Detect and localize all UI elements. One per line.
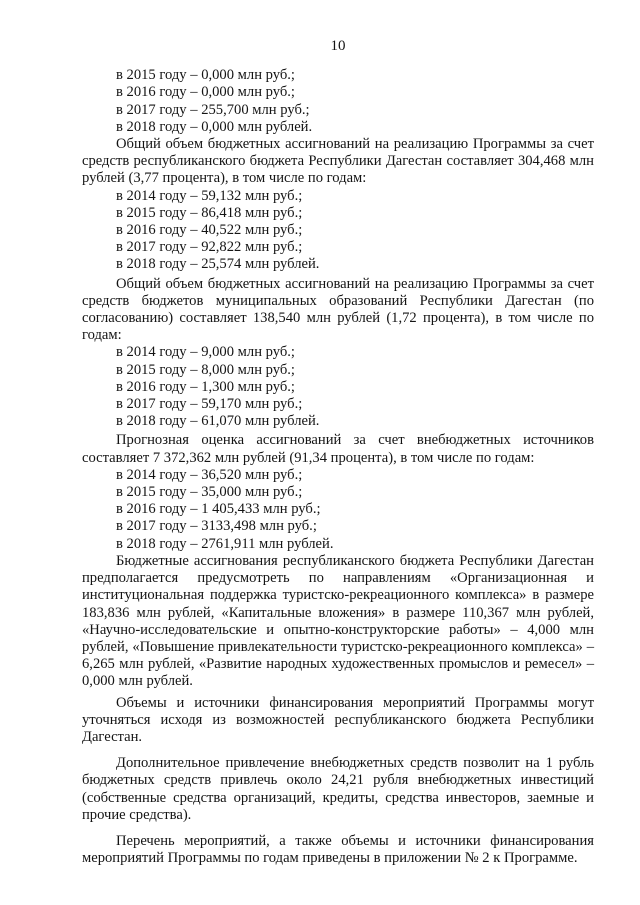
paragraph-refinement: Объемы и источники финансирования мероприятий Программы могут уточняться исходя из возможностей республиканского бюджета Республики Дагестан. xyxy=(82,694,594,745)
paragraph-directions: Бюджетные ассигнования республиканского бюджета Республики Дагестан предполагается предусмотреть по направлениям «Организационная и институциональная поддержка туристско-рекреационного комплекса» в размере 183,836 млн рублей, «Капитальные вложения» в размере 110,367 млн рублей, «Научно-исследовательские и опытно-конструкторские работы» – 4,000 млн рублей, «Повышение привлекательности туристско-рекреационного комплекса» – 6,265 млн рублей, «Развитие народных художественных промыслов и ремесел» – 0,000 млн рублей. xyxy=(82,552,594,690)
year-line: в 2016 году – 40,522 млн руб.; xyxy=(116,222,303,239)
year-list-1 xyxy=(82,67,594,136)
year-line: в 2017 году – 59,170 млн руб.; xyxy=(116,396,303,413)
year-list-3 xyxy=(82,344,594,430)
paragraph-additional-funds: Дополнительное привлечение внебюджетных средств позволит на 1 рубль бюджетных средств привлечь около 24,21 рубля внебюджетных инвестиций (собственные средства организаций, кредиты, средства инвесторов, заемные и прочие средства). xyxy=(82,755,594,823)
year-line: в 2018 году – 25,574 млн рублей. xyxy=(116,256,320,273)
year-line: в 2016 году – 0,000 млн руб.; xyxy=(116,84,295,101)
year-line: в 2014 году – 9,000 млн руб.; xyxy=(116,344,295,361)
year-list-2 xyxy=(82,188,594,274)
year-line: в 2016 году – 1 405,433 млн руб.; xyxy=(116,501,321,518)
year-list-4 xyxy=(82,467,594,553)
year-line: в 2017 году – 255,700 млн руб.; xyxy=(116,101,310,118)
year-line: в 2014 году – 36,520 млн руб.; xyxy=(116,466,303,483)
year-line: в 2015 году – 86,418 млн руб.; xyxy=(116,204,303,221)
year-line: в 2016 году – 1,300 млн руб.; xyxy=(116,378,295,395)
year-line: в 2015 году – 0,000 млн руб.; xyxy=(116,67,295,84)
paragraph-extrabudgetary: Прогнозная оценка ассигнований за счет внебюджетных источников составляет 7 372,362 млн рублей (91,34 процента), в том числе по годам: xyxy=(82,432,594,466)
year-line: в 2017 году – 92,822 млн руб.; xyxy=(116,239,303,256)
year-line: в 2018 году – 2761,911 млн рублей. xyxy=(116,535,334,552)
paragraph-appendix-reference: Перечень мероприятий, а также объемы и источники финансирования мероприятий Программы по годам приведены в приложении № 2 к Программе. xyxy=(82,832,594,867)
year-line: в 2017 году – 3133,498 млн руб.; xyxy=(116,518,317,535)
year-line: в 2015 году – 8,000 млн руб.; xyxy=(116,361,295,378)
paragraph-municipal-budget: Общий объем бюджетных ассигнований на реализацию Программы за счет средств бюджетов муниципальных образований Республики Дагестан (по согласованию) составляет 138,540 млн рублей (1,72 процента), в том числе по годам: xyxy=(82,275,594,344)
year-line: в 2015 году – 35,000 млн руб.; xyxy=(116,484,303,501)
paragraph-republican-budget: Общий объем бюджетных ассигнований на реализацию Программы за счет средств республиканского бюджета Республики Дагестан составляет 304,468 млн рублей (3,77 процента), в том числе по годам: xyxy=(82,136,594,187)
year-line: в 2018 году – 0,000 млн рублей. xyxy=(116,118,313,135)
year-line: в 2018 году – 61,070 млн рублей. xyxy=(116,413,320,430)
year-line: в 2014 году – 59,132 млн руб.; xyxy=(116,187,303,204)
page-number: 10 xyxy=(330,38,346,54)
